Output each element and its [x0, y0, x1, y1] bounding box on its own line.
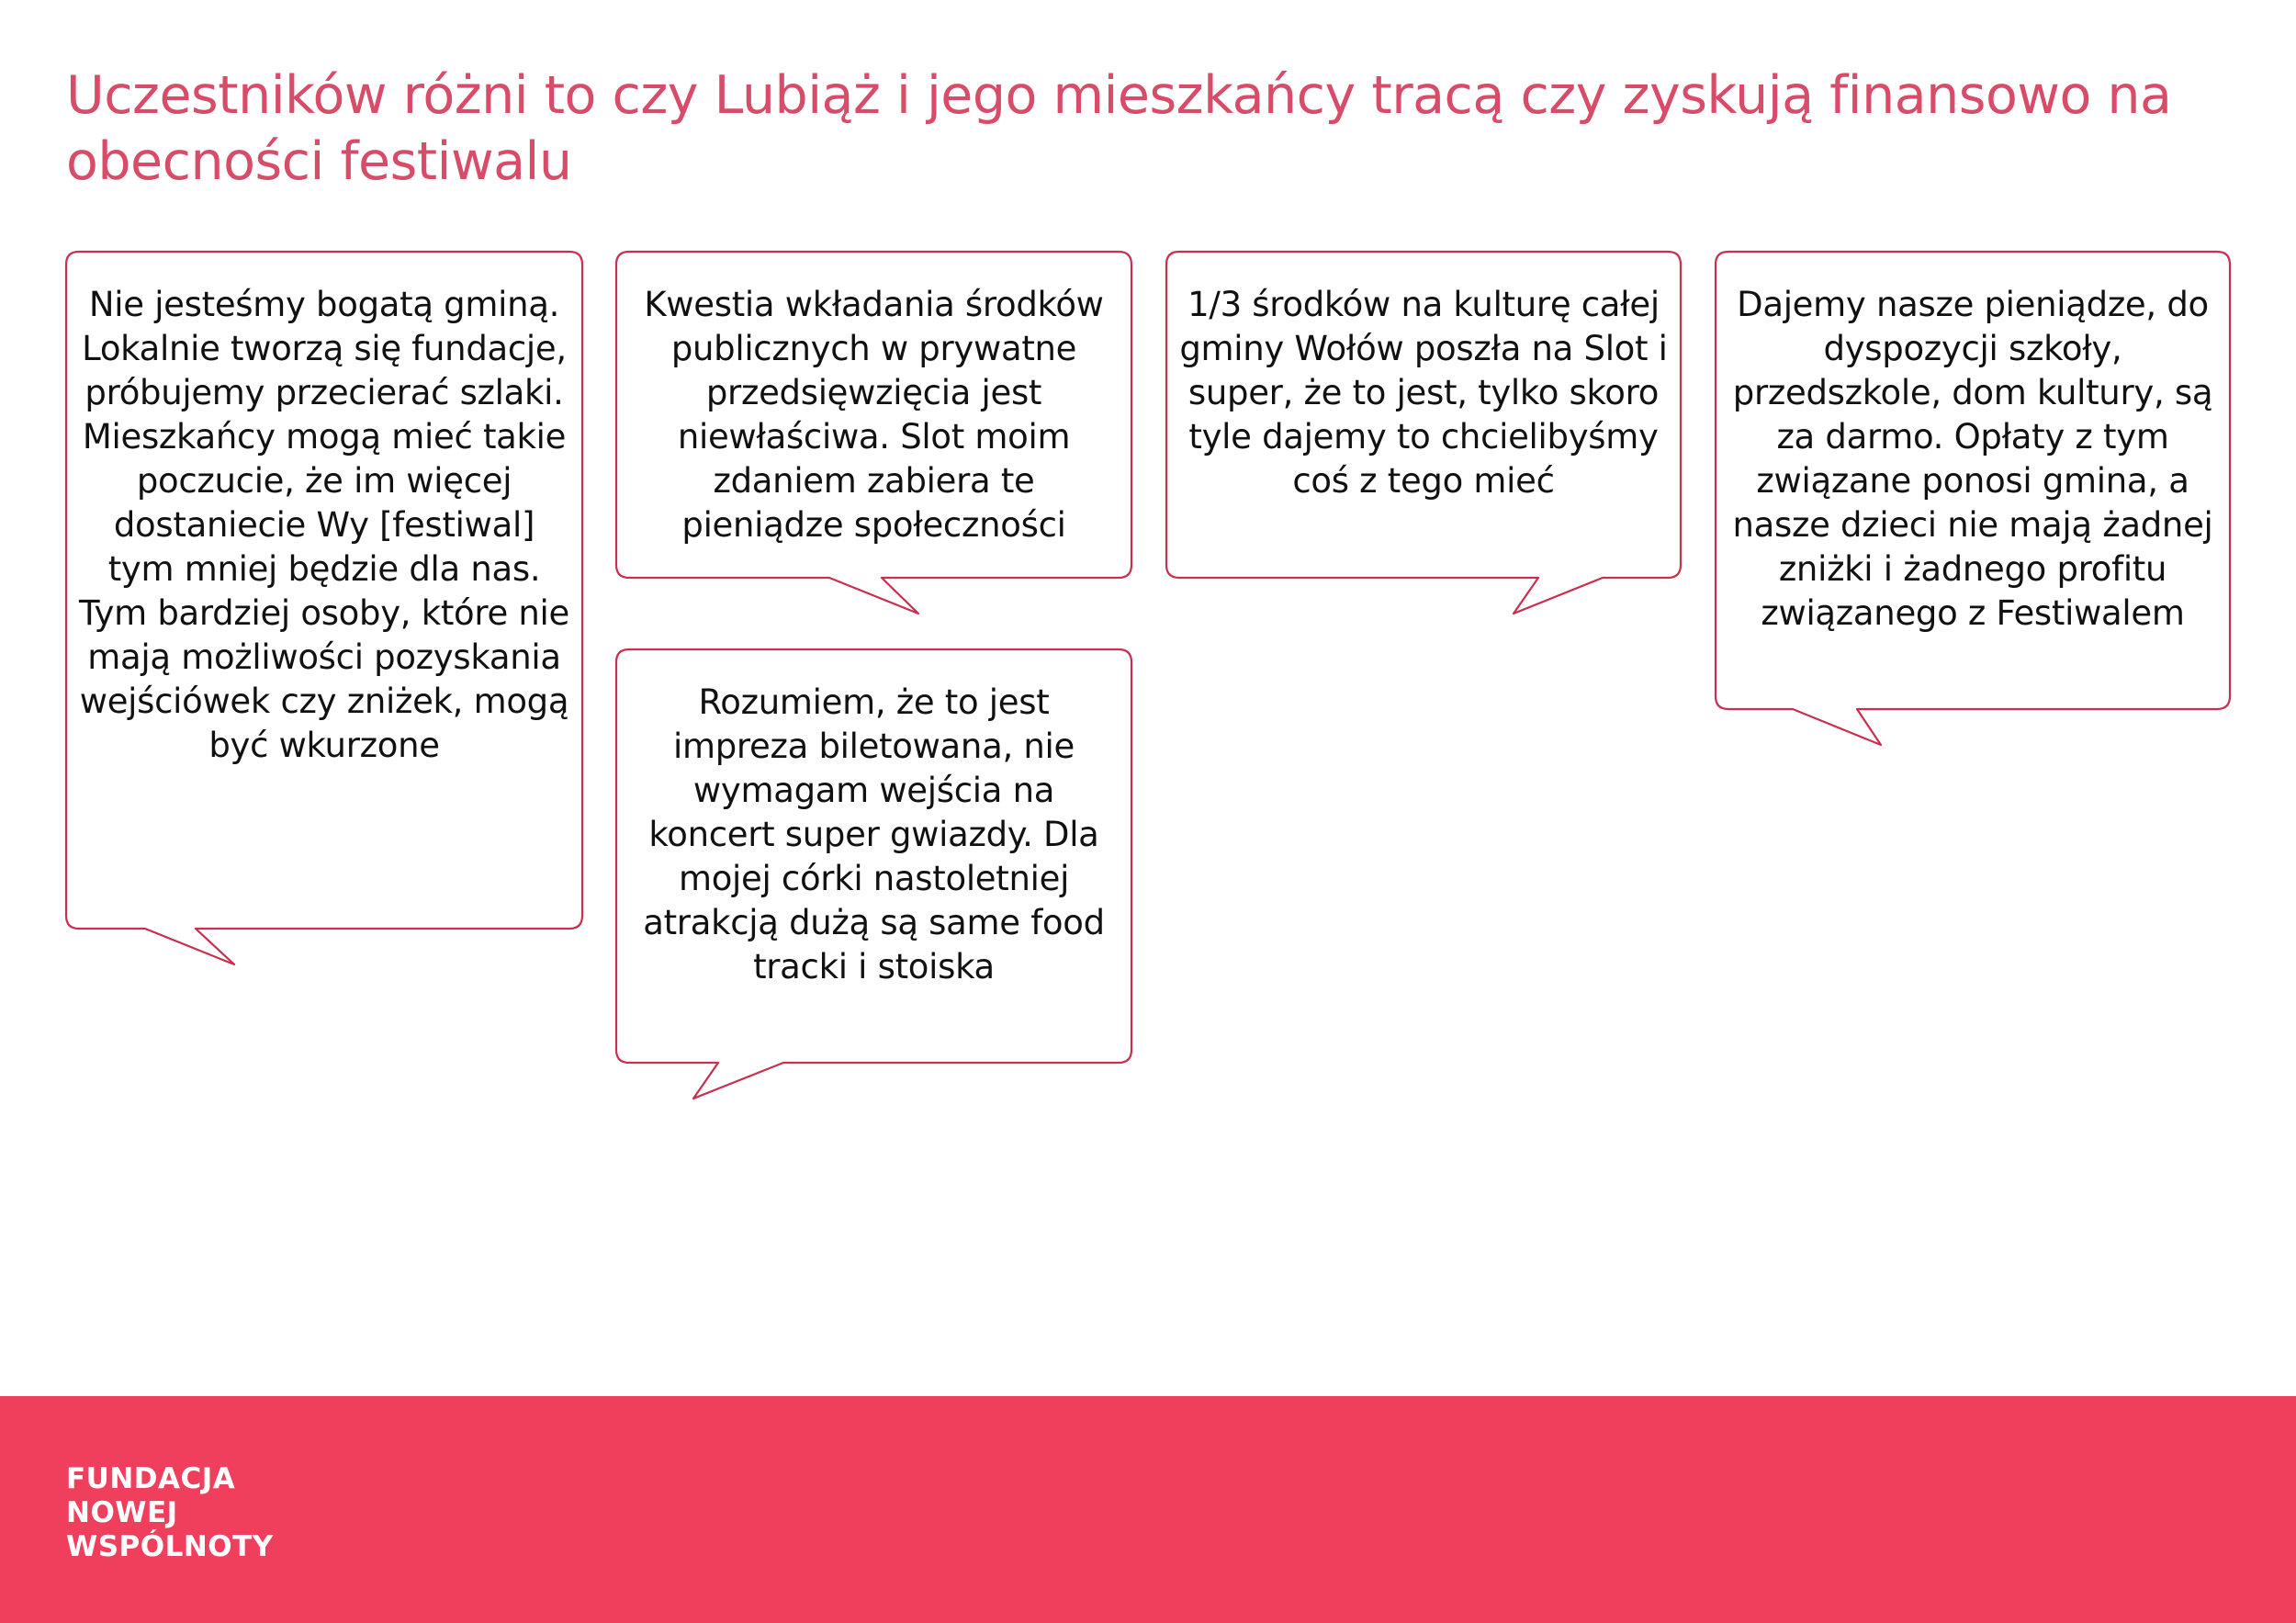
- quote-text-2: Kwestia wkładania środków publicznych w prywatne przedsięwzięcia jest niewłaściwa. Slot moim zdaniem zabiera te pieniądze społeczności: [644, 285, 1104, 545]
- quote-text-4: 1/3 środków na kulturę całej gminy Wołów poszła na Slot i super, że to jest, tylko skoro tyle dajemy to chcielibyśmy coś z tego mieć: [1179, 285, 1668, 501]
- page-title: Uczestników różni to czy Lubiąż i jego mieszkańcy tracą czy zyskują finansowo na obecności festiwalu: [66, 65, 2172, 192]
- foundation-logo: [66, 1462, 274, 1564]
- footer-band: [0, 1396, 2296, 1623]
- logo-line-2: NOWEJ: [66, 1496, 178, 1529]
- quote-text-3: Rozumiem, że to jest impreza biletowana, nie wymagam wejścia na koncert super gwiazdy. Dla mojej córki nastoletniej atrakcją dużą są same food tracki i stoiska: [643, 682, 1105, 986]
- quote-text-1: Nie jesteśmy bogatą gminą. Lokalnie tworzą się fundacje, próbujemy przecierać szlaki. Mieszkańcy mogą mieć takie poczucie, że im więcej dostaniecie Wy [festiwal] tym mniej będzie dla nas. Tym bardziej osoby, które nie mają możliwości pozyskania wejściówek czy zniżek, mogą być wkurzone: [79, 285, 569, 765]
- logo-line-3: WSPÓLNOTY: [66, 1530, 274, 1563]
- quote-text-5: Dajemy nasze pieniądze, do dyspozycji szkoły, przedszkole, dom kultury, są za darmo. Opłaty z tym związane ponosi gmina, a nasze dzieci nie mają żadnej zniżki i żadnego profitu związanego z Festiwalem: [1732, 285, 2213, 633]
- logo-line-1: FUNDACJA: [66, 1462, 236, 1495]
